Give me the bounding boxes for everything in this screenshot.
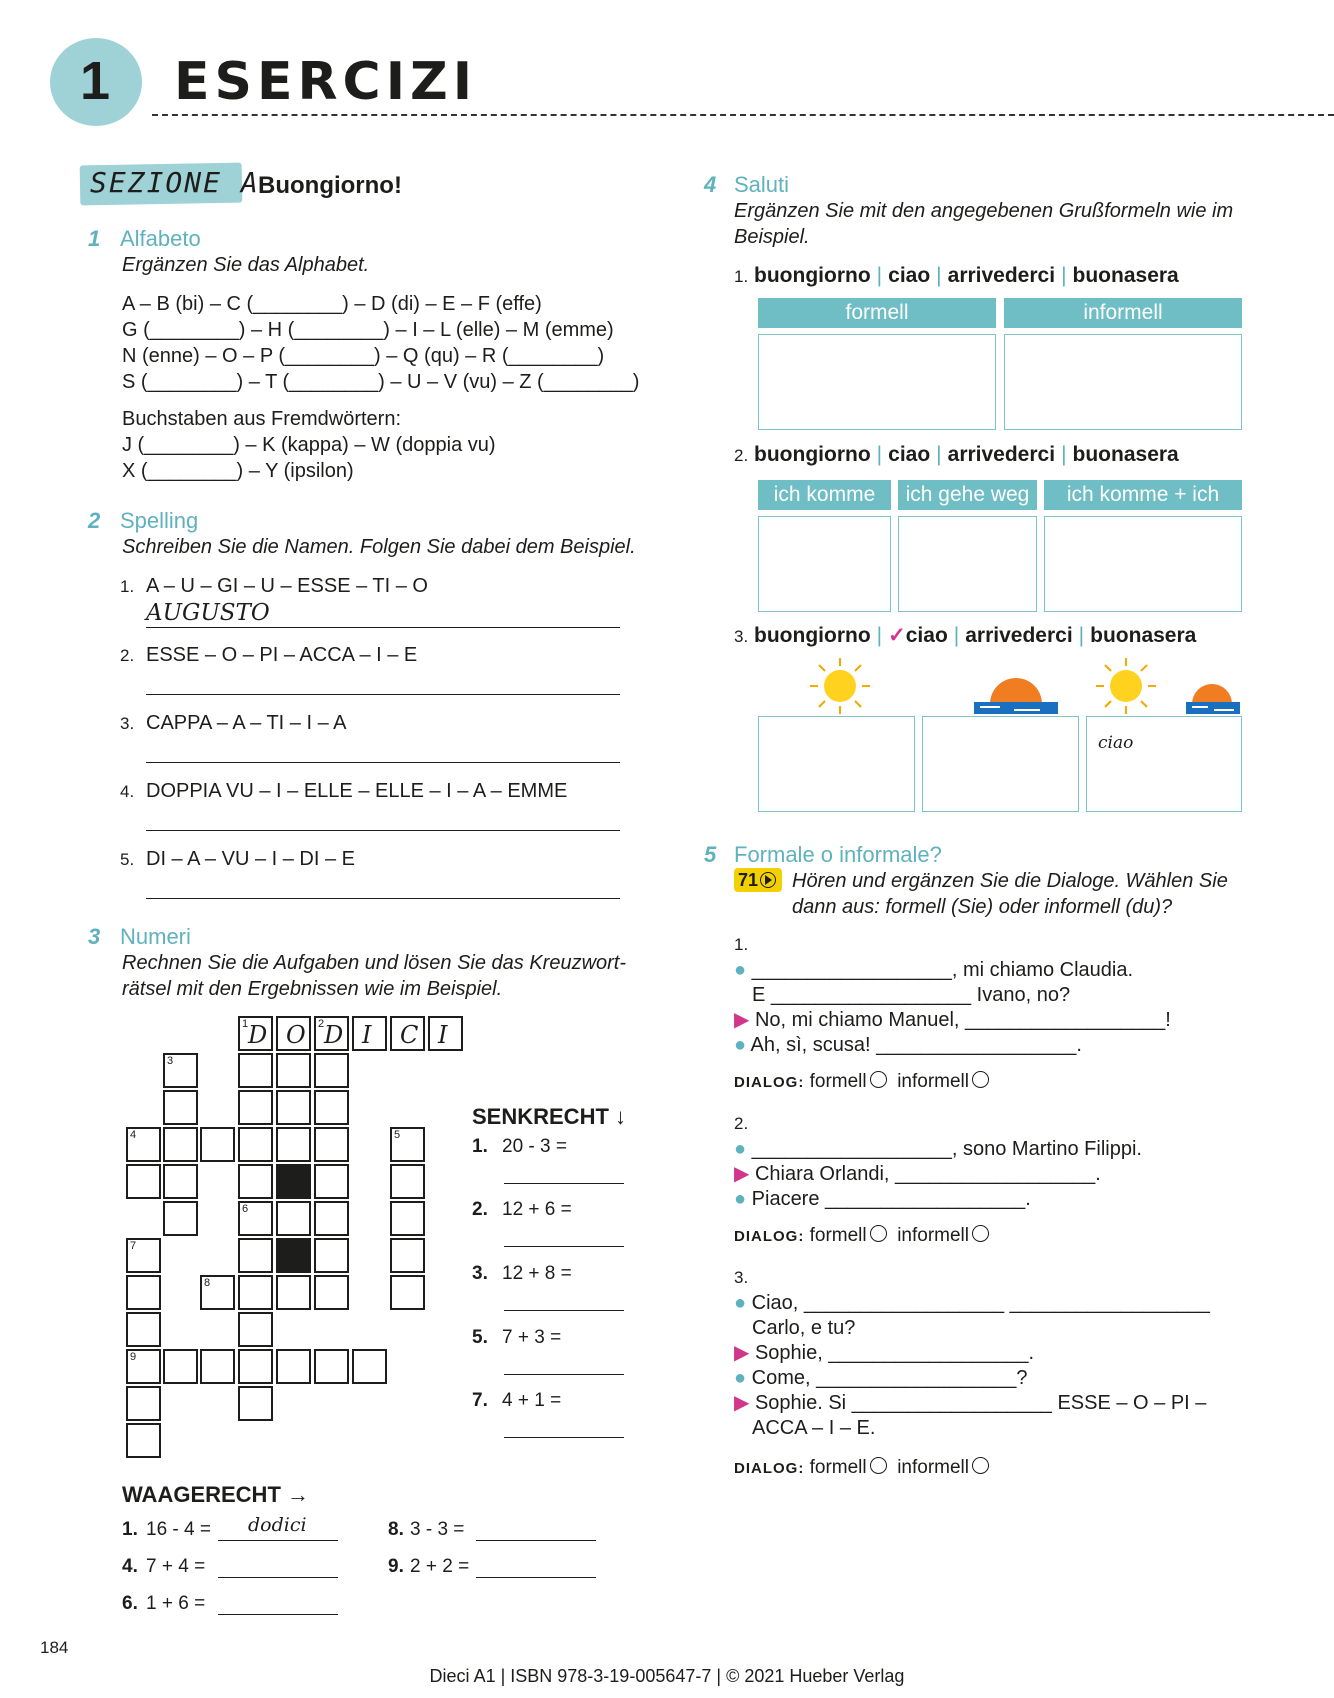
- crossword-cell[interactable]: [126, 1164, 161, 1199]
- crossword-cell[interactable]: [163, 1127, 198, 1162]
- exercise-2-instruction: Schreiben Sie die Namen. Folgen Sie dabei dem Beispiel.: [122, 536, 636, 558]
- exercise-3-instruction-2: rätsel mit den Ergebnissen wie im Beispiel.: [122, 978, 503, 1000]
- crossword-cell[interactable]: [238, 1312, 273, 1347]
- crossword-cell[interactable]: [352, 1349, 387, 1384]
- exercise-3-instruction-1: Rechnen Sie die Aufgaben und lösen Sie das Kreuzwort-: [122, 952, 627, 974]
- sunset-icon: [974, 676, 1058, 714]
- answer-line[interactable]: [504, 1374, 624, 1375]
- crossword-cell[interactable]: [238, 1386, 273, 1421]
- dialog-line: ▶ Sophie. Si __________________ ESSE – O – PI –: [734, 1392, 1207, 1414]
- crossword-cell[interactable]: [200, 1349, 235, 1384]
- speaker-b-icon: ▶: [734, 1392, 750, 1414]
- crossword-cell[interactable]: I: [352, 1016, 387, 1051]
- dialog-line: ACCA – I – E.: [752, 1417, 876, 1439]
- across-clue: 1 + 6 =: [146, 1593, 206, 1614]
- down-clue: 20 - 3 =: [502, 1136, 567, 1157]
- crossword-cell[interactable]: [390, 1275, 425, 1310]
- across-clue-number: 6.: [122, 1593, 138, 1614]
- answer-line[interactable]: [146, 762, 620, 763]
- crossword-cell[interactable]: [163, 1090, 198, 1125]
- sun-icon: [1094, 656, 1158, 716]
- spelling-item-number: 4.: [120, 782, 135, 801]
- crossword-cell[interactable]: [238, 1275, 273, 1310]
- informell-radio[interactable]: [972, 1225, 989, 1242]
- speaker-a-icon: ●: [734, 1138, 747, 1160]
- down-clue-number: 1.: [472, 1136, 488, 1157]
- greeting-options-1: 1. buongiorno | ciao | arrivederci | buonasera: [734, 264, 1179, 287]
- answer-box[interactable]: [1004, 334, 1242, 430]
- crossword-cell[interactable]: 3: [163, 1053, 198, 1088]
- exercise-1-number: 1: [88, 226, 101, 251]
- exercise-2-number: 2: [88, 508, 101, 533]
- play-icon: [760, 872, 776, 888]
- audio-track-badge[interactable]: 71: [734, 868, 782, 892]
- speaker-a-icon: ●: [734, 1188, 747, 1210]
- exercise-3-title: Numeri: [120, 924, 191, 949]
- answer-line[interactable]: [218, 1577, 338, 1578]
- down-clue-number: 5.: [472, 1327, 488, 1348]
- formell-radio[interactable]: [870, 1457, 887, 1474]
- formell-radio[interactable]: [870, 1071, 887, 1088]
- across-clue-answer: dodici: [248, 1514, 307, 1536]
- answer-line[interactable]: [218, 1540, 338, 1541]
- crossword-cell[interactable]: [390, 1201, 425, 1236]
- across-clue: 16 - 4 =: [146, 1519, 211, 1540]
- crossword-cell[interactable]: [390, 1238, 425, 1273]
- foreign-letters-heading: Buchstaben aus Fremdwörtern:: [122, 408, 402, 430]
- crossword-cell[interactable]: [126, 1386, 161, 1421]
- crossword-cell[interactable]: [126, 1423, 161, 1458]
- dialog-line: ● Piacere __________________.: [734, 1188, 1031, 1210]
- crossword-cell[interactable]: [163, 1201, 198, 1236]
- down-clues-heading: SENKRECHT ↓: [472, 1104, 627, 1129]
- dialog-line: ● Ah, sì, scusa! __________________.: [734, 1034, 1082, 1056]
- answer-box[interactable]: [898, 516, 1037, 612]
- answer-line[interactable]: [504, 1183, 624, 1184]
- check-icon: ✓: [888, 624, 906, 647]
- crossword-cell[interactable]: [390, 1164, 425, 1199]
- crossword-cell[interactable]: [314, 1275, 349, 1310]
- dialog-2-choice: DIALOG: formell informell: [734, 1225, 989, 1247]
- exercise-4-title: Saluti: [734, 172, 790, 197]
- crossword-cell[interactable]: [276, 1127, 311, 1162]
- spelling-item-answer: AUGUSTO: [146, 600, 270, 626]
- crossword-cell[interactable]: [276, 1053, 311, 1088]
- sunset-icon: [1184, 676, 1242, 714]
- crossword-black-cell: [276, 1164, 311, 1199]
- spelling-item-text: DI – A – VU – I – DI – E: [146, 848, 355, 870]
- speaker-a-icon: ●: [734, 959, 747, 981]
- crossword-cell[interactable]: [314, 1090, 349, 1125]
- answer-line[interactable]: [146, 830, 620, 831]
- table-header-ich-gehe-weg: ich gehe weg: [898, 480, 1037, 510]
- answer-line[interactable]: [476, 1540, 596, 1541]
- chapter-title: ESERCIZI: [174, 52, 478, 112]
- answer-box[interactable]: [1044, 516, 1242, 612]
- across-clue-number: 9.: [388, 1556, 404, 1577]
- dialog-line: ▶ No, mi chiamo Manuel, __________________!: [734, 1009, 1171, 1031]
- table-header-ich-komme-ich-gehe: ich komme + ich gehe: [1044, 480, 1242, 510]
- exercise-3-number: 3: [88, 924, 101, 949]
- speaker-a-icon: ●: [734, 1367, 747, 1389]
- spelling-item-text: CAPPA – A – TI – I – A: [146, 712, 347, 734]
- down-clue-number: 3.: [472, 1263, 488, 1284]
- exercise-1-instruction: Ergänzen Sie das Alphabet.: [122, 254, 370, 276]
- exercise-1-title: Alfabeto: [120, 226, 201, 251]
- crossword-cell[interactable]: [276, 1090, 311, 1125]
- exercise-5-title: Formale o informale?: [734, 842, 942, 867]
- crossword-cell[interactable]: [238, 1053, 273, 1088]
- crossword-cell[interactable]: [238, 1349, 273, 1384]
- crossword-cell[interactable]: [126, 1312, 161, 1347]
- foreign-line-2: X (________) – Y (ipsilon): [122, 460, 354, 482]
- crossword-cell[interactable]: [238, 1127, 273, 1162]
- crossword-cell[interactable]: [238, 1090, 273, 1125]
- page-number: 184: [40, 1638, 69, 1657]
- dialog-line: ● Come, __________________?: [734, 1367, 1028, 1389]
- spelling-item-number: 5.: [120, 850, 135, 869]
- across-clue-number: 4.: [122, 1556, 138, 1577]
- across-clue: 2 + 2 =: [410, 1556, 470, 1577]
- down-clue: 7 + 3 =: [502, 1327, 562, 1348]
- exercise-2-title: Spelling: [120, 508, 199, 533]
- spelling-item-text: ESSE – O – PI – ACCA – I – E: [146, 644, 418, 666]
- crossword-cell[interactable]: [314, 1201, 349, 1236]
- footer-credit: Dieci A1 | ISBN 978-3-19-005647-7 | © 2021 Hueber Verlag: [429, 1666, 905, 1686]
- spelling-item-text: A – U – GI – U – ESSE – TI – O: [146, 575, 428, 597]
- header-divider: [152, 114, 1334, 116]
- answer-box[interactable]: [758, 334, 996, 430]
- crossword-black-cell: [276, 1238, 311, 1273]
- speaker-a-icon: ●: [734, 1292, 747, 1314]
- crossword-cell[interactable]: [276, 1349, 311, 1384]
- crossword-cell[interactable]: [126, 1275, 161, 1310]
- answer-line[interactable]: [218, 1614, 338, 1615]
- table-header-formell: formell: [758, 298, 996, 328]
- alphabet-line-3: N (enne) – O – P (________) – Q (qu) – R (________): [122, 345, 605, 367]
- crossword-cell[interactable]: 6: [238, 1201, 273, 1236]
- crossword-cell[interactable]: [238, 1238, 273, 1273]
- crossword-cell[interactable]: 1 D: [238, 1016, 273, 1051]
- answer-box[interactable]: [758, 516, 891, 612]
- speaker-b-icon: ▶: [734, 1342, 750, 1364]
- down-clue: 4 + 1 =: [502, 1390, 562, 1411]
- crossword-cell[interactable]: I: [428, 1016, 463, 1051]
- across-clue-number: 8.: [388, 1519, 404, 1540]
- sun-icon: [808, 656, 872, 716]
- table-header-ich-komme: ich komme: [758, 480, 891, 510]
- exercise-5-instruction-2: dann aus: formell (Sie) oder informell (du)?: [792, 896, 1173, 918]
- spelling-item-number: 3.: [120, 714, 135, 733]
- crossword-cell[interactable]: [163, 1164, 198, 1199]
- dialog-line: ● Ciao, __________________ __________________: [734, 1292, 1210, 1314]
- dialog-line: ▶ Chiara Orlandi, __________________.: [734, 1163, 1101, 1185]
- crossword-cell[interactable]: 9: [126, 1349, 161, 1384]
- answer-line[interactable]: [146, 898, 620, 899]
- speaker-b-icon: ▶: [734, 1163, 750, 1185]
- speaker-b-icon: ▶: [734, 1009, 750, 1031]
- dialog-line: ▶ Sophie, __________________.: [734, 1342, 1035, 1364]
- alphabet-line-4: S (________) – T (________) – U – V (vu) – Z (________): [122, 371, 640, 393]
- section-label: SEZIONE A: [90, 166, 260, 199]
- speaker-a-icon: ●: [734, 1034, 747, 1056]
- crossword-cell[interactable]: [314, 1127, 349, 1162]
- greeting-options-3: 3. buongiorno | ✓ciao | arrivederci | buonasera: [734, 624, 1197, 647]
- dialog-2-number: 2.: [734, 1114, 749, 1133]
- answer-box[interactable]: [758, 716, 915, 812]
- section-title: Buongiorno!: [258, 172, 402, 199]
- foreign-line-1: J (________) – K (kappa) – W (doppia vu): [122, 434, 496, 456]
- crossword-cell[interactable]: [238, 1164, 273, 1199]
- spelling-item-number: 1.: [120, 577, 135, 596]
- informell-radio[interactable]: [972, 1071, 989, 1088]
- informell-radio[interactable]: [972, 1457, 989, 1474]
- spelling-item-number: 2.: [120, 646, 135, 665]
- greeting-options-2: 2. buongiorno | ciao | arrivederci | buonasera: [734, 443, 1179, 466]
- crossword-cell[interactable]: 7: [126, 1238, 161, 1273]
- dialog-line: ● __________________, mi chiamo Claudia.: [734, 959, 1134, 981]
- across-clue: 7 + 4 =: [146, 1556, 206, 1577]
- crossword-cell[interactable]: [276, 1201, 311, 1236]
- dialog-1-choice: DIALOG: formell informell: [734, 1071, 989, 1093]
- answer-line[interactable]: [476, 1577, 596, 1578]
- crossword-cell[interactable]: [314, 1238, 349, 1273]
- answer-box[interactable]: [922, 716, 1079, 812]
- answer-box[interactable]: [1086, 716, 1242, 812]
- answer-line[interactable]: [504, 1246, 624, 1247]
- exercise-4-number: 4: [704, 172, 717, 197]
- crossword-cell[interactable]: [276, 1275, 311, 1310]
- crossword-cell[interactable]: 8: [200, 1275, 235, 1310]
- dialog-line: ● __________________, sono Martino Filippi.: [734, 1138, 1142, 1160]
- across-clues-heading: WAAGERECHT →: [122, 1482, 309, 1507]
- formell-radio[interactable]: [870, 1225, 887, 1242]
- crossword-cell[interactable]: C: [390, 1016, 425, 1051]
- crossword-cell[interactable]: [163, 1349, 198, 1384]
- chapter-number: 1: [80, 51, 111, 111]
- crossword-cell[interactable]: 5: [390, 1127, 425, 1162]
- crossword-cell[interactable]: [314, 1053, 349, 1088]
- example-answer: ciao: [1098, 733, 1134, 753]
- alphabet-line-1: A – B (bi) – C (________) – D (di) – E – F (effe): [122, 293, 542, 315]
- crossword-cell[interactable]: [314, 1164, 349, 1199]
- crossword-cell[interactable]: [200, 1127, 235, 1162]
- spelling-item-text: DOPPIA VU – I – ELLE – ELLE – I – A – EMME: [146, 780, 568, 802]
- exercise-5-instruction-1: Hören und ergänzen Sie die Dialoge. Wählen Sie: [792, 870, 1228, 892]
- answer-line[interactable]: [146, 627, 620, 628]
- table-header-informell: informell: [1004, 298, 1242, 328]
- crossword-cell[interactable]: O: [276, 1016, 311, 1051]
- exercise-5-number: 5: [704, 842, 717, 867]
- down-clue-number: 7.: [472, 1390, 488, 1411]
- exercise-4-instruction-1: Ergänzen Sie mit den angegebenen Grußformeln wie im: [734, 200, 1234, 222]
- crossword-cell[interactable]: [314, 1349, 349, 1384]
- answer-line[interactable]: [504, 1437, 624, 1438]
- across-clue: 3 - 3 =: [410, 1519, 465, 1540]
- across-clue-number: 1.: [122, 1519, 138, 1540]
- dialog-1-number: 1.: [734, 935, 749, 954]
- dialog-3-number: 3.: [734, 1268, 749, 1287]
- exercise-4-instruction-2: Beispiel.: [734, 226, 810, 248]
- dialog-line: E __________________ Ivano, no?: [752, 984, 1071, 1006]
- answer-line[interactable]: [146, 694, 620, 695]
- crossword-cell[interactable]: 2 D: [314, 1016, 349, 1051]
- crossword-cell[interactable]: 4: [126, 1127, 161, 1162]
- dialog-line: Carlo, e tu?: [752, 1317, 856, 1339]
- down-clue: 12 + 6 =: [502, 1199, 572, 1220]
- answer-line[interactable]: [504, 1310, 624, 1311]
- down-clue: 12 + 8 =: [502, 1263, 572, 1284]
- dialog-3-choice: DIALOG: formell informell: [734, 1457, 989, 1479]
- alphabet-line-2: G (________) – H (________) – I – L (elle) – M (emme): [122, 319, 614, 341]
- down-clue-number: 2.: [472, 1199, 488, 1220]
